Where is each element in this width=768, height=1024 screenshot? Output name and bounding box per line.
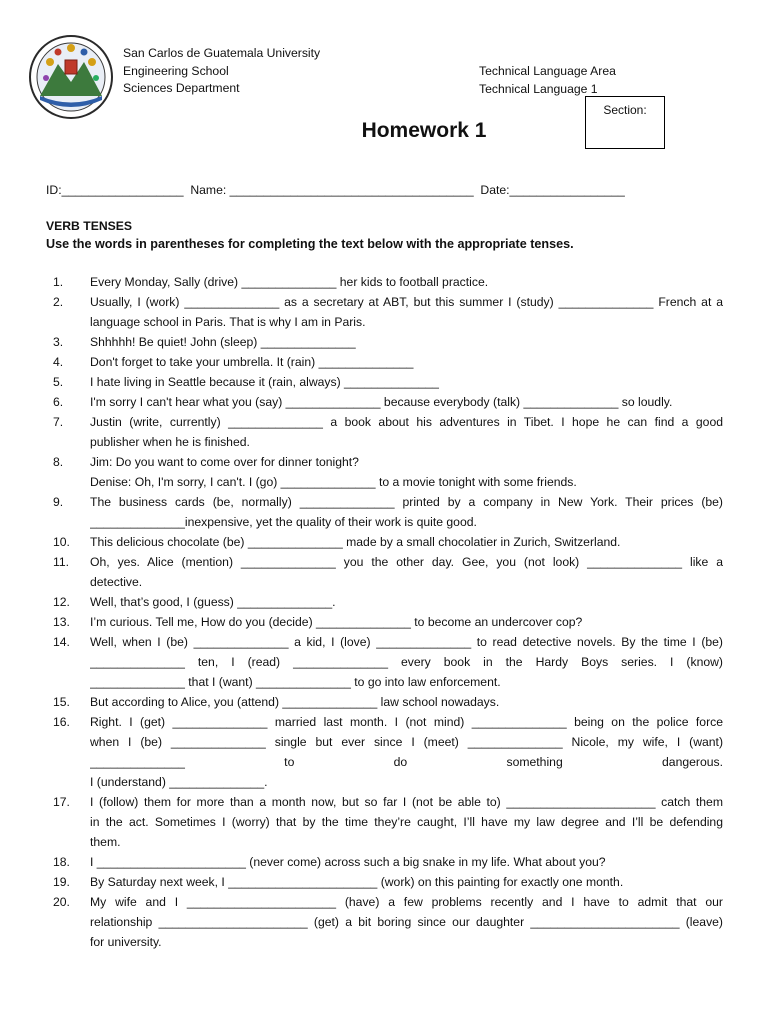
question-text: Right. I (get) ______________ married last month. I (not mind) ______________ being on the police force when I (be) ______________ single but ever since I (meet) ______________ Nicole, my wife, I (want) ______________ to do something dangerous. I (understand) ______________. bbox=[90, 715, 723, 789]
question-number: 12. bbox=[53, 595, 70, 609]
question-text: Usually, I (work) ______________ as a secretary at ABT, but this summer I (study) ______________ French at a language school in Paris. That is why I am in Paris. bbox=[90, 295, 723, 329]
question-text: The business cards (be, normally) ______________ printed by a company in New York. Their prices (be) ______________inexpensive, yet the quality of their work is quite good. bbox=[90, 495, 723, 529]
question-text: Shhhhh! Be quiet! John (sleep) ______________ bbox=[90, 335, 356, 349]
question-number: 15. bbox=[53, 695, 70, 709]
question-text: Justin (write, currently) ______________ a book about his adventures in Tibet. I hope he can find a good publisher when he is finished. bbox=[90, 415, 723, 449]
question-number: 10. bbox=[53, 535, 70, 549]
header-university: San Carlos de Guatemala University bbox=[123, 46, 321, 60]
question-text: I (follow) them for more than a month now, but so far I (not be able to) ______________________ catch them in the act. Sometimes I (worry) that by the time they’re caught, I’ll have my law degree and I’ll be defending them. bbox=[90, 795, 723, 849]
question-text: My wife and I ______________________ (have) a few problems recently and I have to admit that our relationship ______________________ (get) a bit boring since our daughter ______________________ (leave) for university. bbox=[90, 895, 723, 949]
question-text: Well, that’s good, I (guess) ______________. bbox=[90, 595, 336, 609]
question-text: I’m curious. Tell me, How do you (decide) ______________ to become an undercover cop? bbox=[90, 615, 583, 629]
question-number: 4. bbox=[53, 355, 64, 369]
question-number: 6. bbox=[53, 395, 64, 409]
question-number: 11. bbox=[53, 555, 70, 569]
question-number: 13. bbox=[53, 615, 70, 629]
header-course bbox=[479, 63, 616, 98]
question-number: 1. bbox=[53, 275, 64, 289]
university-seal-logo bbox=[28, 34, 114, 120]
question-number: 14. bbox=[53, 635, 70, 649]
question-text: Jim: Do you want to come over for dinner tonight? Denise: Oh, I'm sorry, I can't. I (go) ______________ to a movie tonight with some friends. bbox=[90, 455, 577, 489]
question-text: But according to Alice, you (attend) ______________ law school nowadays. bbox=[90, 695, 500, 709]
header-department: Sciences Department bbox=[123, 81, 240, 95]
header-area: Technical Language Area bbox=[479, 64, 616, 78]
question-number: 5. bbox=[53, 375, 64, 389]
question-number: 18. bbox=[53, 855, 70, 869]
header-school: Engineering School bbox=[123, 63, 229, 78]
question-number: 16. bbox=[53, 715, 70, 729]
question-text: Every Monday, Sally (drive) ______________ her kids to football practice. bbox=[90, 275, 489, 289]
question-text: I hate living in Seattle because it (rain, always) ______________ bbox=[90, 375, 439, 389]
question-number: 2. bbox=[53, 295, 64, 309]
question-text: Well, when I (be) ______________ a kid, I (love) ______________ to read detective novels. By the time I (be) ______________ ten, I (read) ______________ every book in the Hardy Boys series. I (know) ______________ that I (want) ______________ to go into law enforcement. bbox=[90, 635, 723, 689]
question-text: I ______________________ (never come) across such a big snake in my life. What about you? bbox=[90, 855, 606, 869]
instructions: Use the words in parentheses for completing the text below with the appropriate tenses. bbox=[46, 237, 574, 251]
question-text: By Saturday next week, I ______________________ (work) on this painting for exactly one month. bbox=[90, 875, 624, 889]
student-info-line: ID:__________________ Name: ____________________________________ Date:_________________ bbox=[46, 183, 625, 197]
question-text: I'm sorry I can't hear what you (say) ______________ because everybody (talk) ______________ so loudly. bbox=[90, 395, 673, 409]
header-institution bbox=[123, 45, 320, 98]
question-text: This delicious chocolate (be) ______________ made by a small chocolatier in Zurich, Switzerland. bbox=[90, 535, 621, 549]
question-text: Don't forget to take your umbrella. It (rain) ______________ bbox=[90, 355, 414, 369]
question-number: 19. bbox=[53, 875, 70, 889]
question-number: 9. bbox=[53, 495, 64, 509]
section-label: Section: bbox=[603, 103, 647, 117]
page-title: Homework 1 bbox=[361, 119, 487, 142]
header-course-name: Technical Language 1 bbox=[479, 81, 598, 96]
question-number: 3. bbox=[53, 335, 64, 349]
question-text: Oh, yes. Alice (mention) ______________ you the other day. Gee, you (not look) ______________ like a detective. bbox=[90, 555, 723, 589]
question-number: 8. bbox=[53, 455, 64, 469]
question-number: 20. bbox=[53, 895, 70, 909]
question-number: 7. bbox=[53, 415, 64, 429]
question-number: 17. bbox=[53, 795, 70, 809]
section-title: VERB TENSES bbox=[46, 219, 133, 233]
